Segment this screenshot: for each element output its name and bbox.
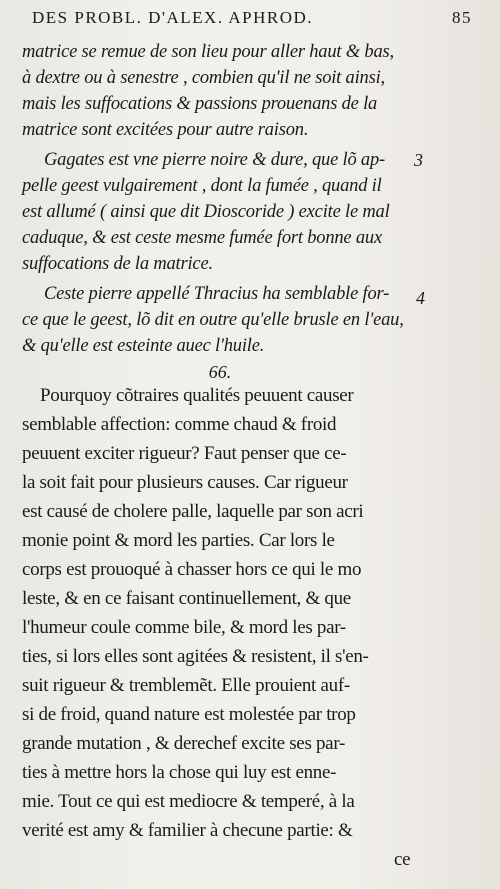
text-line: est allumé ( ainsi que dit Dioscoride ) excite le mal [22,202,390,222]
text-line: l'humeur coule comme bile, & mord les par- [22,617,346,638]
section-number: 66. [208,362,232,382]
running-title: DES PROBL. D'ALEX. APHROD. [32,8,314,27]
text-line: monie point & mord les parties. Car lors le [22,530,335,551]
text-line: mais les suffocations & passions prouenans de la [22,94,378,114]
page-number: 85 [452,8,472,27]
text-line: à dextre ou à senestre , combien qu'il ne soit ainsi, [22,68,385,88]
text-line: caduque, & est ceste mesme fumée fort bonne aux [22,228,382,248]
text-line: ties à mettre hors la chose qui luy est enne- [22,762,337,783]
catchword: ce [394,849,411,870]
text-line: matrice se remue de son lieu pour aller haut & bas, [22,42,394,62]
text-line: si de froid, quand nature est molestée par trop [22,704,356,725]
text-line: semblable affection: comme chaud & froid [22,414,337,435]
text-line: pelle geest vulgairement , dont la fumée , quand il [22,176,382,196]
text-line: Pourquoy cõtraires qualités peuuent causer [40,385,354,406]
text-line: grande mutation , & derechef excite ses par- [22,733,345,754]
text-line: Gagates est vne pierre noire & dure, que lõ ap- [44,150,385,170]
text-line: corps est prouoqué à chasser hors ce qui le mo [22,559,362,580]
page-header [32,6,472,30]
text-line: est causé de cholere palle, laquelle par son acri [22,501,364,522]
text-line: peuuent exciter rigueur? Faut penser que ce- [22,443,347,464]
text-line: & qu'elle est esteinte auec l'huile. [22,336,265,356]
text-line: matrice sont excitées pour autre raison. [22,120,309,140]
text-line: leste, & en ce faisant continuellement, & que [22,588,351,609]
margin-note: 4 [416,288,425,308]
margin-note: 3 [414,150,423,170]
text-line: ties, si lors elles sont agitées & resistent, il s'en- [22,646,369,667]
text-line: la soit fait pour plusieurs causes. Car rigueur [22,472,348,493]
text-line: Ceste pierre appellé Thracius ha semblable for- [44,284,390,304]
text-line: suit rigueur & tremblemẽt. Elle prouient auf- [22,675,350,696]
text-line: suffocations de la matrice. [22,254,213,274]
text-line: ce que le geest, lõ dit en outre qu'elle brusle en l'eau, [22,310,404,330]
text-line: mie. Tout ce qui est mediocre & temperé, à la [22,791,355,812]
text-line: verité est amy & familier à checune partie: & [22,820,353,841]
